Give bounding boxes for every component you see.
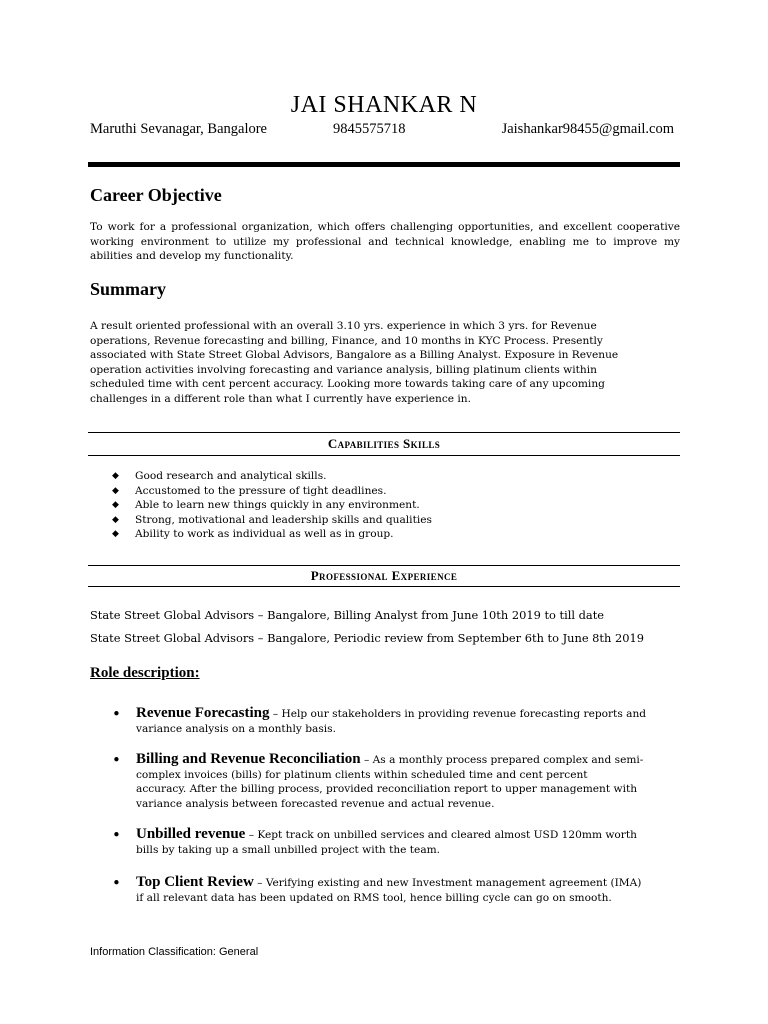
list-item: ◆ Ability to work as individual as well as in group.: [112, 528, 394, 541]
bullet-icon: •: [112, 826, 121, 844]
career-objective-text: To work for a professional organization, which offers challenging opportunities, and excellent cooperative working environment to utilize my professional and technical knowledge, enabling me to improve my abilities and develop my functionality.: [90, 221, 680, 263]
role-title: Billing and Revenue Reconciliation: [136, 751, 361, 767]
experience-entry-previous: State Street Global Advisors – Bangalore, Periodic review from September 6th to June 8th 2019: [90, 631, 644, 645]
experience-top-rule: [88, 565, 680, 566]
bullet-icon: •: [112, 874, 121, 892]
list-item: ◆ Accustomed to the pressure of tight deadlines.: [112, 484, 387, 497]
role-item-revenue-forecasting: • Revenue Forecasting – Help our stakeholders in providing revenue forecasting reports and variance analysis on a monthly basis.: [112, 705, 647, 735]
list-item: ◆ Strong, motivational and leadership skills and qualities: [112, 513, 432, 526]
role-title: Revenue Forecasting: [136, 705, 270, 721]
phone-number: 9845575718: [333, 121, 406, 137]
candidate-name: JAI SHANKAR N: [290, 92, 478, 118]
address: Maruthi Sevanagar, Bangalore: [90, 121, 267, 137]
bullet-icon: •: [112, 751, 121, 769]
header-divider: [88, 162, 680, 167]
list-item: ◆ Able to learn new things quickly in any environment.: [112, 499, 420, 512]
contact-line: [90, 121, 680, 139]
experience-heading: Professional Experience: [310, 568, 458, 583]
diamond-bullet-icon: ◆: [112, 500, 119, 511]
diamond-bullet-icon: ◆: [112, 529, 119, 540]
diamond-bullet-icon: ◆: [112, 485, 119, 496]
list-item: ◆ Good research and analytical skills.: [112, 470, 327, 482]
role-text: Help our stakeholders in providing revenue forecasting reports and variance analysis on a monthly basis.: [136, 708, 647, 735]
role-item-billing-reconciliation: • Billing and Revenue Reconciliation – As a monthly process prepared complex and semi- complex invoices (bills) for platinum clients within scheduled time and cent percent accuracy. After the billing process, provided reconciliation report to upper management with variance analysis between forecasted revenue and actual revenue.: [112, 751, 644, 810]
email-address: Jaishankar98455@gmail.com: [501, 121, 674, 137]
role-text: Verifying existing and new Investment management agreement (IMA) if all relevant data has been updated on RMS tool, hence billing cycle can go on smooth.: [136, 877, 642, 904]
role-title: Unbilled revenue: [136, 826, 246, 842]
experience-entry-current: State Street Global Advisors – Bangalore, Billing Analyst from June 10th 2019 to till date: [90, 608, 605, 622]
diamond-bullet-icon: ◆: [112, 514, 119, 525]
capabilities-heading: Capabilities Skills: [327, 436, 441, 451]
role-text: As a monthly process prepared complex and semi- complex invoices (bills) for platinum clients within scheduled time and cent percent accuracy. After the billing process, provided reconciliation report to upper management with variance analysis between forecasted revenue and actual revenue.: [136, 754, 644, 810]
role-title: Top Client Review: [136, 874, 254, 890]
role-item-top-client-review: • Top Client Review – Verifying existing and new Investment management agreement (IMA) if all relevant data has been updated on RMS tool, hence billing cycle can go on smooth.: [112, 874, 642, 904]
career-objective-heading: Career Objective: [90, 185, 222, 205]
capabilities-top-rule: [88, 432, 680, 433]
experience-bottom-rule: [88, 586, 680, 587]
role-item-unbilled-revenue: • Unbilled revenue – Kept track on unbilled services and cleared almost USD 120mm worth bills by taking up a small unbilled project with the team.: [112, 826, 637, 856]
role-description-heading: Role description:: [90, 665, 200, 681]
summary-heading: Summary: [90, 279, 166, 299]
capabilities-bottom-rule: [88, 455, 680, 456]
bullet-icon: •: [112, 705, 121, 723]
role-text: Kept track on unbilled services and cleared almost USD 120mm worth bills by taking up a small unbilled project with the team.: [136, 829, 637, 856]
diamond-bullet-icon: ◆: [112, 471, 119, 481]
capabilities-list: [112, 469, 432, 542]
summary-text: A result oriented professional with an overall 3.10 yrs. experience in which 3 yrs. for Revenue operations, Revenue forecasting and billing, Finance, and 10 months in KYC Process. Presently associated with State Street Global Advisors, Bangalore as a Billing Analyst. Exposure in Revenue operation activities involving forecasting and variance analysis, billing platinum clients within scheduled time with cent percent accuracy. Looking more towards taking care of any upcoming challenges in a different role than what I currently have experience in.: [90, 320, 619, 405]
information-classification: Information Classification: General: [90, 946, 259, 958]
